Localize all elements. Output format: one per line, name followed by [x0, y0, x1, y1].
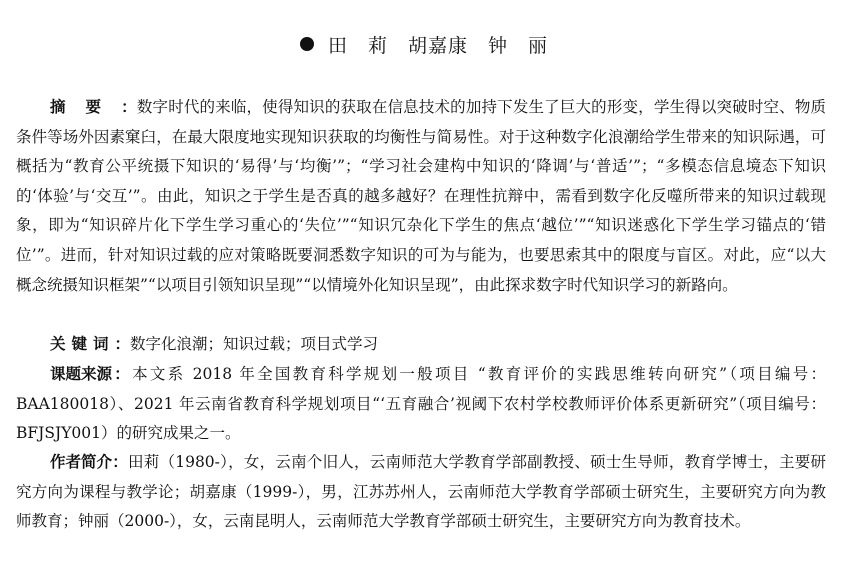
- abstract-paragraph: [16, 93, 826, 300]
- author-line: [0, 30, 848, 58]
- keywords-colon: ：: [114, 335, 131, 353]
- keywords-text: 数字化浪潮；知识过载；项目式学习: [130, 335, 379, 353]
- bullet-icon: [300, 37, 314, 51]
- funding-source-colon: ：: [112, 365, 133, 383]
- author-bio-text: 田莉（1980-），女，云南个旧人，云南师范大学教育学部副教授、硕士生导师，教育学博士，主要研究方向为课程与教学论；胡嘉康（1999-），男，江苏苏州人，云南师范大学教育学部硕士研究生，主要研究方向为教师教育；钟丽（2000-），女，云南昆明人，云南师范大学教育学部硕士研究生，主要研究方向为教育技术。: [16, 453, 826, 531]
- author-bio-label: 作者简介: [50, 453, 113, 471]
- author-names: 田 莉 胡嘉康 钟 丽: [327, 34, 548, 57]
- author-bio-colon: ：: [112, 453, 128, 471]
- keywords-label: 关键词: [50, 335, 115, 353]
- author-bio-paragraph: [16, 448, 826, 537]
- funding-source-paragraph: [16, 360, 826, 449]
- funding-source-label: 课题来源: [50, 365, 113, 383]
- abstract-label: 摘要: [50, 98, 122, 116]
- abstract-colon: ：: [121, 98, 137, 116]
- funding-source-text: 本文系 2018 年全国教育科学规划一般项目 “教育评价的实践思维转向研究”（项目编号：BAA180018）、2021 年云南省教育科学规划项目“‘五育融合’视阈下农村学校教师评价体系更新研究”（项目编号：BFJSJY001）的研究成果之一。: [16, 365, 826, 443]
- keywords-paragraph: [16, 330, 826, 360]
- abstract-text: 数字时代的来临，使得知识的获取在信息技术的加持下发生了巨大的形变，学生得以突破时空、物质条件等场外因素窠臼，在最大限度地实现知识获取的均衡性与简易性。对于这种数字化浪潮给学生带来的知识际遇，可概括为“教育公平统摄下知识的‘易得’与‘均衡’”；“学习社会建构中知识的‘降调’与‘普适’”；“多模态信息境态下知识的‘体验’与‘交互’”。由此，知识之于学生是否真的越多越好？在理性抗辩中，需看到数字化反噬所带来的知识过载现象，即为“知识碎片化下学生学习重心的‘失位’”“知识冗杂化下学生的焦点‘越位’”“知识迷惑化下学生学习锚点的‘错位’”。进而，针对知识过载的应对策略既要洞悉数字知识的可为与能为，也要思索其中的限度与盲区。对此，应“以大概念统摄知识框架”“以项目引领知识呈现”“以情境外化知识呈现”，由此探求数字时代知识学习的新路向。: [16, 98, 826, 294]
